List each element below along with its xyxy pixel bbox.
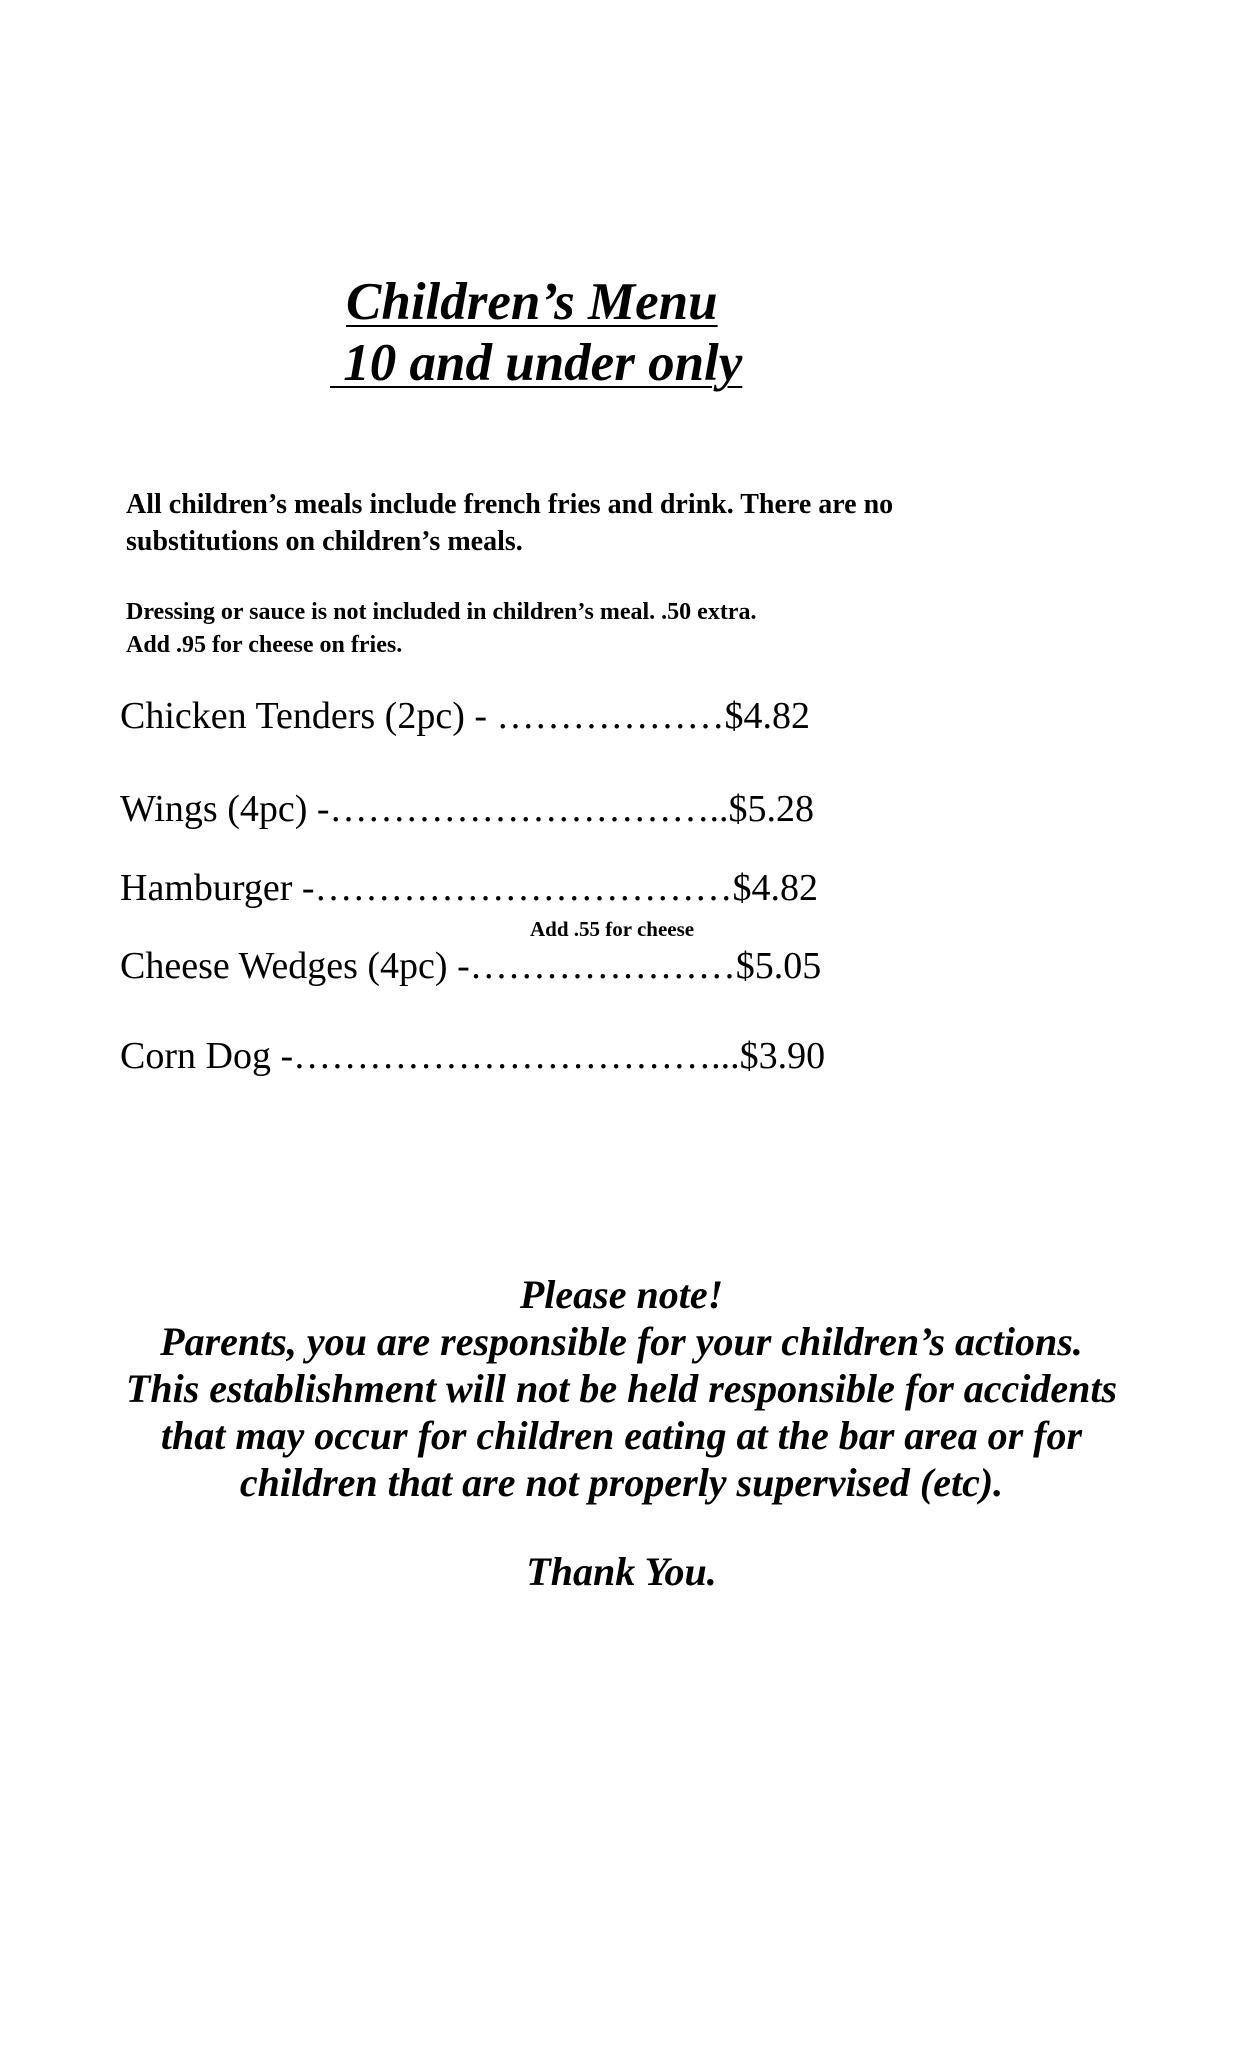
menu-item-hamburger: Hamburger -……………………………$4.82: [120, 867, 819, 909]
thank-you-text: Thank You.: [526, 1549, 717, 1594]
dressing-note-line-2: Add .95 for cheese on fries.: [126, 632, 403, 658]
notice-line: children that are not properly supervised (etc).: [239, 1460, 1004, 1505]
menu-item-chicken-tenders: Chicken Tenders (2pc) - ………………$4.82: [120, 695, 811, 737]
menu-item-wings: Wings (4pc) -…………………………..$5.28: [120, 788, 815, 830]
notice-line: that may occur for children eating at the bar area or for: [160, 1413, 1083, 1458]
notice-heading: Please note!: [519, 1272, 724, 1317]
menu-item-corn-dog: Corn Dog -……………………………...$3.90: [120, 1035, 826, 1077]
meal-inclusions-line-2: substitutions on children’s meals.: [126, 526, 523, 557]
menu-item-cheese-wedges: Cheese Wedges (4pc) -…………………$5.05: [120, 945, 822, 987]
dressing-note-line-1: Dressing or sauce is not included in children’s meal. .50 extra.: [126, 599, 757, 625]
meal-inclusions-note: [126, 486, 893, 560]
notice-line: This establishment will not be held responsible for accidents: [125, 1366, 1118, 1411]
notice-line: Parents, you are responsible for your children’s actions.: [160, 1319, 1083, 1364]
meal-inclusions-line-1: All children’s meals include french fries and drink. There are no: [126, 489, 894, 520]
menu-subtitle: 10 and under only: [330, 334, 743, 392]
dressing-note: [126, 596, 756, 662]
menu-title: Children’s Menu: [346, 273, 718, 331]
hamburger-cheese-note: Add .55 for cheese: [530, 917, 695, 941]
